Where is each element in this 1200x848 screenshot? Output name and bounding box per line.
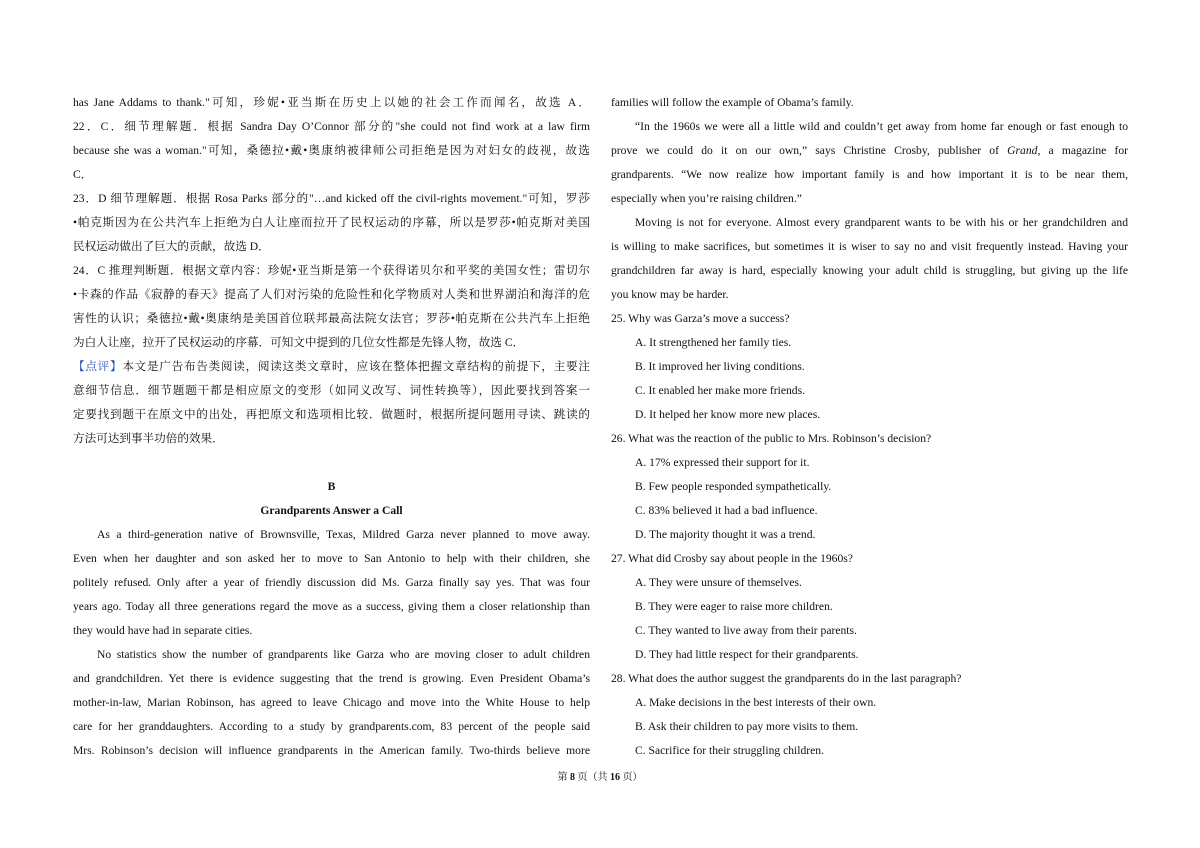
article-line: especially when you’re raising children.” <box>611 192 802 205</box>
option-27-c[interactable]: C. They wanted to live away from their parents. <box>635 624 857 637</box>
article-line: Even when her daughter and son asked her to move to San Antonio to help with their children, she <box>73 552 590 565</box>
article-line: “In the 1960s we were all a little wild and couldn’t get away from home far enough or fast enough to <box>635 120 1128 133</box>
option-27-a[interactable]: A. They were unsure of themselves. <box>635 576 802 589</box>
article-line <box>611 139 1128 163</box>
article-text: prove we could do it on our own,” says Christine Crosby, publisher of <box>611 144 1008 157</box>
article-line: As a third-generation native of Brownsville, Texas, Mildred Garza never planned to move away. <box>97 528 590 541</box>
answer-line: 害性的认识；桑德拉•戴•奥康纳是美国首位联邦最高法院女法官；罗莎•帕克斯在公共汽车上拒绝 <box>73 312 590 325</box>
answer-line: •卡森的作品《寂静的春天》提高了人们对污染的危险性和化学物质对人类和世界湖泊和海洋的危 <box>73 288 590 301</box>
option-25-a[interactable]: A. It strengthened her family ties. <box>635 336 792 349</box>
answer-line: 23．D 细节理解题．根据 Rosa Parks 部分的"…and kicked off the civil-rights movement."可知，罗莎 <box>73 192 590 205</box>
magazine-name: Grand <box>1007 144 1038 157</box>
question-26: 26. What was the reaction of the public to Mrs. Robinson’s decision? <box>611 432 932 445</box>
article-line: grandchildren far away is hard, especially knowing your adult child is struggling, but giving up the life <box>611 264 1128 277</box>
question-28: 28. What does the author suggest the grandparents do in the last paragraph? <box>611 672 962 685</box>
page-total: 16 <box>610 772 620 783</box>
article-title: Grandparents Answer a Call <box>260 504 403 517</box>
article-line: grandparents. “We now realize how important family is and how important it is to be near them, <box>611 168 1128 181</box>
comment-line: 方法可达到事半功倍的效果． <box>73 432 224 445</box>
answer-line: 22．C．细节理解题．根据 Sandra Day O’Connor 部分的"she could not find work at a law firm <box>73 120 590 133</box>
article-line: and grandchildren. Yet there is evidence suggesting that the trend is growing. Even President Obama’s <box>73 672 590 685</box>
comment-line: 意细节信息．细节题题干都是相应原文的变形（如同义改写、词性转换等），因此要找到答案一 <box>73 384 590 397</box>
option-26-a[interactable]: A. 17% expressed their support for it. <box>635 456 810 469</box>
answer-line: has Jane Addams to thank."可知，珍妮•亚当斯在历史上以她的社会工作而闻名，故选 A． <box>73 96 590 109</box>
footer-prefix: 第 <box>557 772 570 783</box>
option-28-b[interactable]: B. Ask their children to pay more visits to them. <box>635 720 859 733</box>
article-line: families will follow the example of Obama’s family. <box>611 96 854 109</box>
question-27: 27. What did Crosby say about people in the 1960s? <box>611 552 853 565</box>
option-27-d[interactable]: D. They had little respect for their grandparents. <box>635 648 859 661</box>
comment-line: 定要找到题干在原文中的出处，再把原文和选项相比较．做题时，根据所提问题用寻读、跳读的 <box>73 408 590 421</box>
article-line: No statistics show the number of grandparents like Garza who are moving closer to adult children <box>97 648 590 661</box>
article-line: care for her granddaughters. According to a study by grandparents.com, 83 percent of the people said <box>73 720 590 733</box>
option-26-c[interactable]: C. 83% believed it had a bad influence. <box>635 504 818 517</box>
page-footer <box>0 771 1200 785</box>
answer-line: because she was a woman."可知，桑德拉•戴•奥康纳被律师公司拒绝是因为对妇女的歧视，故选 <box>73 144 590 157</box>
answer-line: C． <box>73 168 93 181</box>
article-line: mother-in-law, Marian Robinson, has agreed to leave Chicago and move into the White House to help <box>73 696 590 709</box>
answer-line: 为白人让座，拉开了民权运动的序幕．可知文中提到的几位女性都是先锋人物，故选 C． <box>73 336 525 349</box>
article-line: they would have had in separate cities. <box>73 624 253 637</box>
section-letter: B <box>327 480 336 493</box>
article-line: Mrs. Robinson’s decision will influence grandparents in the American family. Two-thirds believe more <box>73 744 590 757</box>
article-text: , a magazine for <box>1037 144 1128 157</box>
option-25-c[interactable]: C. It enabled her make more friends. <box>635 384 805 397</box>
option-25-b[interactable]: B. It improved her living conditions. <box>635 360 805 373</box>
question-25: 25. Why was Garza’s move a success? <box>611 312 790 325</box>
article-line: years ago. Today all three generations regard the move as a success, giving them a closer relationship than <box>73 600 590 613</box>
option-27-b[interactable]: B. They were eager to raise more children. <box>635 600 833 613</box>
option-28-a[interactable]: A. Make decisions in the best interests of their own. <box>635 696 877 709</box>
comment-line <box>73 355 590 379</box>
option-26-b[interactable]: B. Few people responded sympathetically. <box>635 480 832 493</box>
page-number: 8 <box>570 772 575 783</box>
option-26-d[interactable]: D. The majority thought it was a trend. <box>635 528 816 541</box>
answer-line: 24．C 推理判断题．根据文章内容：珍妮•亚当斯是第一个获得诺贝尔和平奖的美国女性；雷切尔 <box>73 264 590 277</box>
answer-line: •帕克斯因为在公共汽车上拒绝为白人让座而拉开了民权运动的序幕，所以是罗莎•帕克斯对美国 <box>73 216 590 229</box>
article-line: politely refused. Only after a year of friendly discussion did Ms. Garza finally say yes. That was four <box>73 576 590 589</box>
comment-tag: 【点评】 <box>73 360 123 373</box>
footer-middle: 页（共 <box>575 772 610 783</box>
article-line: is willing to make sacrifices, but sometimes it is wiser to say no and visit frequently instead. Having your <box>611 240 1128 253</box>
article-line: Moving is not for everyone. Almost every grandparent wants to be with his or her grandchildren and <box>635 216 1128 229</box>
article-line: you know may be harder. <box>611 288 729 301</box>
answer-line: 民权运动做出了巨大的贡献，故选 D． <box>73 240 270 253</box>
footer-suffix: 页） <box>620 772 643 783</box>
option-25-d[interactable]: D. It helped her know more new places. <box>635 408 821 421</box>
comment-text: 本文是广告布告类阅读，阅读这类文章时，应该在整体把握文章结构的前提下，主要注 <box>122 360 590 373</box>
option-28-c[interactable]: C. Sacrifice for their struggling children. <box>635 744 824 757</box>
